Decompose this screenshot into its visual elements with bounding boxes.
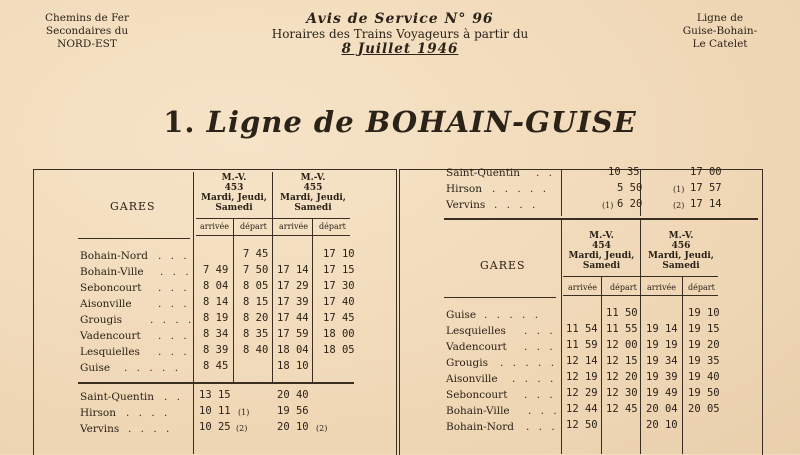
line-name-3: Le Catelet — [692, 38, 748, 50]
notice-subtitle: Horaires des Trains Voyageurs à partir du — [271, 27, 529, 41]
title-number: 1. — [163, 105, 196, 139]
leader-dots: . . . — [158, 298, 190, 310]
arrival-time: 17 14 — [277, 264, 309, 276]
notice-header — [230, 12, 570, 57]
footnote-mark: (2) — [236, 424, 248, 433]
leader-dots: . . . — [524, 341, 556, 353]
arrival-time: 18 04 — [277, 344, 309, 356]
train-455-days-1: Mardi, Jeudi, — [280, 193, 346, 203]
right-rule-4 — [444, 297, 556, 298]
left-depart-1: départ — [240, 222, 267, 231]
footnote-mark: (1) — [238, 408, 250, 417]
left-divider-1 — [193, 172, 194, 454]
departure-time: 17 30 — [323, 280, 355, 292]
train-453-days-1: Mardi, Jeudi, — [201, 193, 267, 203]
connection-time: 17 14 — [690, 198, 722, 210]
departure-time: 19 20 — [688, 339, 720, 351]
arrival-time: 8 04 — [203, 280, 229, 292]
arrival-time: 11 54 — [566, 323, 598, 335]
arrival-time: 19 34 — [646, 355, 678, 367]
station-name: Lesquielles — [446, 325, 506, 337]
station-name: Grougis — [446, 357, 488, 369]
footnote-mark: (1) — [602, 201, 614, 210]
arrival-time: 8 19 — [203, 312, 229, 324]
leader-dots: . . . — [524, 325, 556, 337]
company-line-3: NORD-EST — [57, 38, 117, 50]
station-name: Hirson — [446, 183, 483, 195]
footnote-mark: (2) — [673, 201, 685, 210]
departure-time: 12 00 — [606, 339, 638, 351]
company-line-1: Chemins de Fer — [44, 12, 130, 24]
station-name: Hirson — [80, 407, 117, 419]
train-456-mv: M.-V. — [668, 231, 694, 241]
leader-dots: . . . — [526, 421, 558, 433]
arrival-time: 8 45 — [203, 360, 229, 372]
connection-time: 13 15 — [199, 389, 231, 401]
right-divider-3 — [601, 276, 602, 454]
departure-time: 11 50 — [606, 307, 638, 319]
footnote-mark: (2) — [316, 424, 328, 433]
leader-dots: . . — [536, 167, 556, 179]
arrival-time: 12 29 — [566, 387, 598, 399]
right-rule-3 — [563, 295, 718, 296]
departure-time: 8 15 — [243, 296, 269, 308]
connection-time: 19 56 — [277, 405, 309, 417]
station-name: Saint-Quentin — [80, 391, 155, 403]
station-name: Vadencourt — [446, 341, 507, 353]
footnote-mark: (1) — [673, 185, 685, 194]
train-455-number: 455 — [303, 183, 323, 193]
train-453-number: 453 — [224, 183, 244, 193]
train-454-days-1: Mardi, Jeudi, — [568, 251, 635, 261]
station-name: Vervins — [80, 423, 120, 435]
connection-time: 10 35 — [608, 166, 640, 178]
left-divider-2 — [272, 172, 273, 382]
train-453-header — [196, 173, 272, 213]
leader-dots: . . . . — [512, 373, 557, 385]
left-depart-2: départ — [319, 222, 346, 231]
train-455-days-2: Samedi — [294, 203, 332, 213]
right-rule-1 — [444, 218, 758, 220]
left-rule-4 — [78, 382, 354, 384]
departure-time: 17 40 — [323, 296, 355, 308]
train-453-mv: M.-V. — [221, 173, 247, 183]
arrival-time: 17 44 — [277, 312, 309, 324]
arrival-time: 20 04 — [646, 403, 678, 415]
line-name-2: Guise-Bohain- — [682, 25, 758, 37]
arrival-time: 17 29 — [277, 280, 309, 292]
departure-time: 18 00 — [323, 328, 355, 340]
arrival-time: 20 10 — [646, 419, 678, 431]
arrival-time: 12 19 — [566, 371, 598, 383]
arrival-time: 18 10 — [277, 360, 309, 372]
station-name: Guise — [80, 362, 111, 374]
station-name: Grougis — [80, 314, 122, 326]
departure-time: 12 30 — [606, 387, 638, 399]
leader-dots: . . . . . — [500, 357, 558, 369]
title-ligne-de: Ligne de — [206, 105, 355, 139]
connection-time: 17 00 — [690, 166, 722, 178]
right-arrivee-1: arrivée — [568, 283, 597, 292]
train-456-days-1: Mardi, Jeudi, — [648, 251, 714, 261]
departure-time: 8 35 — [243, 328, 269, 340]
leader-dots: . . . . — [126, 407, 171, 419]
arrival-time: 19 49 — [646, 387, 678, 399]
departure-time: 19 10 — [688, 307, 720, 319]
arrival-time: 12 50 — [566, 419, 598, 431]
station-name: Vervins — [446, 199, 486, 211]
leader-dots: . . — [164, 391, 184, 403]
line-name — [660, 12, 780, 51]
station-name: Bohain-Ville — [446, 405, 510, 417]
departure-time: 8 40 — [243, 344, 269, 356]
right-gares-label: GARES — [480, 259, 526, 272]
leader-dots: . . . — [160, 266, 192, 278]
connection-time: 6 20 — [617, 198, 643, 210]
left-divider-4 — [312, 218, 313, 382]
leader-dots: . . . . . — [124, 362, 182, 374]
right-divider-2 — [640, 220, 641, 454]
train-455-mv: M.-V. — [300, 173, 326, 183]
station-name: Guise — [446, 309, 477, 321]
station-name: Seboncourt — [446, 389, 508, 401]
station-name: Lesquielles — [80, 346, 140, 358]
departure-time: 17 15 — [323, 264, 355, 276]
leader-dots: . . . — [158, 330, 190, 342]
connection-time: 5 50 — [617, 182, 643, 194]
right-rule-2 — [563, 276, 718, 277]
leader-dots: . . . . — [494, 199, 539, 211]
connection-time: 20 10 — [277, 421, 309, 433]
right-depart-1: départ — [610, 283, 637, 292]
left-gares-label: GARES — [110, 200, 156, 213]
leader-dots: . . . . — [150, 314, 195, 326]
connection-time: 17 57 — [690, 182, 722, 194]
left-rule-1 — [196, 218, 350, 219]
station-name: Bohain-Nord — [80, 250, 148, 262]
leader-dots: . . . — [158, 282, 190, 294]
right-divider-4 — [682, 276, 683, 454]
connection-time: 10 11 — [199, 405, 231, 417]
arrival-time: 12 44 — [566, 403, 598, 415]
departure-time: 8 05 — [243, 280, 269, 292]
train-454-days-2: Samedi — [582, 261, 621, 271]
train-455-header — [275, 173, 351, 213]
departure-time: 12 15 — [606, 355, 638, 367]
departure-time: 18 05 — [323, 344, 355, 356]
departure-time: 19 50 — [688, 387, 720, 399]
notice-date: 8 Juillet 1946 — [341, 41, 459, 57]
station-name: Aisonville — [80, 298, 132, 310]
arrival-time: 11 59 — [566, 339, 598, 351]
notice-number: Avis de Service N° 96 — [306, 11, 494, 27]
arrival-time: 17 39 — [277, 296, 309, 308]
left-divider-3 — [233, 218, 234, 382]
leader-dots: . . . . — [128, 423, 173, 435]
arrival-time: 19 39 — [646, 371, 678, 383]
departure-time: 19 40 — [688, 371, 720, 383]
company-name — [22, 12, 152, 51]
arrival-time: 19 14 — [646, 323, 678, 335]
leader-dots: . . . — [158, 250, 190, 262]
station-name: Bohain-Ville — [80, 266, 144, 278]
left-arrivee-1: arrivée — [200, 222, 229, 231]
departure-time: 12 20 — [606, 371, 638, 383]
train-454-mv: M.-V. — [589, 231, 614, 241]
left-arrivee-2: arrivée — [279, 222, 308, 231]
arrival-time: 8 39 — [203, 344, 229, 356]
leader-dots: . . . — [528, 405, 560, 417]
leader-dots: . . . . . — [492, 183, 550, 195]
right-arrivee-2: arrivée — [647, 283, 676, 292]
arrival-time: 12 14 — [566, 355, 598, 367]
right-depart-2: départ — [688, 283, 715, 292]
left-rule-2 — [196, 235, 350, 236]
departure-time: 7 45 — [243, 248, 269, 260]
station-name: Vadencourt — [80, 330, 141, 342]
departure-time: 17 45 — [323, 312, 355, 324]
connection-time: 10 25 — [199, 421, 231, 433]
departure-time: 20 05 — [688, 403, 720, 415]
station-name: Bohain-Nord — [446, 421, 514, 433]
departure-time: 19 15 — [688, 323, 720, 335]
arrival-time: 19 19 — [646, 339, 678, 351]
arrival-time: 8 14 — [203, 296, 229, 308]
train-456-number: 456 — [671, 241, 691, 251]
departure-time: 7 50 — [243, 264, 269, 276]
leader-dots: . . . — [158, 346, 190, 358]
departure-time: 19 35 — [688, 355, 720, 367]
arrival-time: 7 49 — [203, 264, 229, 276]
departure-time: 11 55 — [606, 323, 638, 335]
arrival-time: 17 59 — [277, 328, 309, 340]
arrival-time: 8 34 — [203, 328, 229, 340]
departure-time: 17 10 — [323, 248, 355, 260]
train-456-days-2: Samedi — [662, 261, 700, 271]
line-name-1: Ligne de — [696, 12, 744, 24]
station-name: Aisonville — [446, 373, 498, 385]
right-divider-1 — [561, 220, 562, 454]
train-454-number: 454 — [592, 241, 611, 251]
station-name: Saint-Quentin — [446, 167, 521, 179]
train-453-days-2: Samedi — [215, 203, 253, 213]
page-title — [0, 105, 800, 139]
train-456-header — [642, 231, 720, 271]
title-line-name: BOHAIN-GUISE — [365, 105, 637, 139]
leader-dots: . . . — [524, 389, 556, 401]
departure-time: 12 45 — [606, 403, 638, 415]
leader-dots: . . . . . — [484, 309, 542, 321]
left-rule-3 — [78, 238, 190, 239]
train-454-header — [563, 231, 640, 271]
station-name: Seboncourt — [80, 282, 142, 294]
right-divider-top-1 — [561, 170, 562, 216]
connection-time: 20 40 — [277, 389, 309, 401]
company-line-2: Secondaires du — [45, 25, 129, 37]
departure-time: 8 20 — [243, 312, 269, 324]
